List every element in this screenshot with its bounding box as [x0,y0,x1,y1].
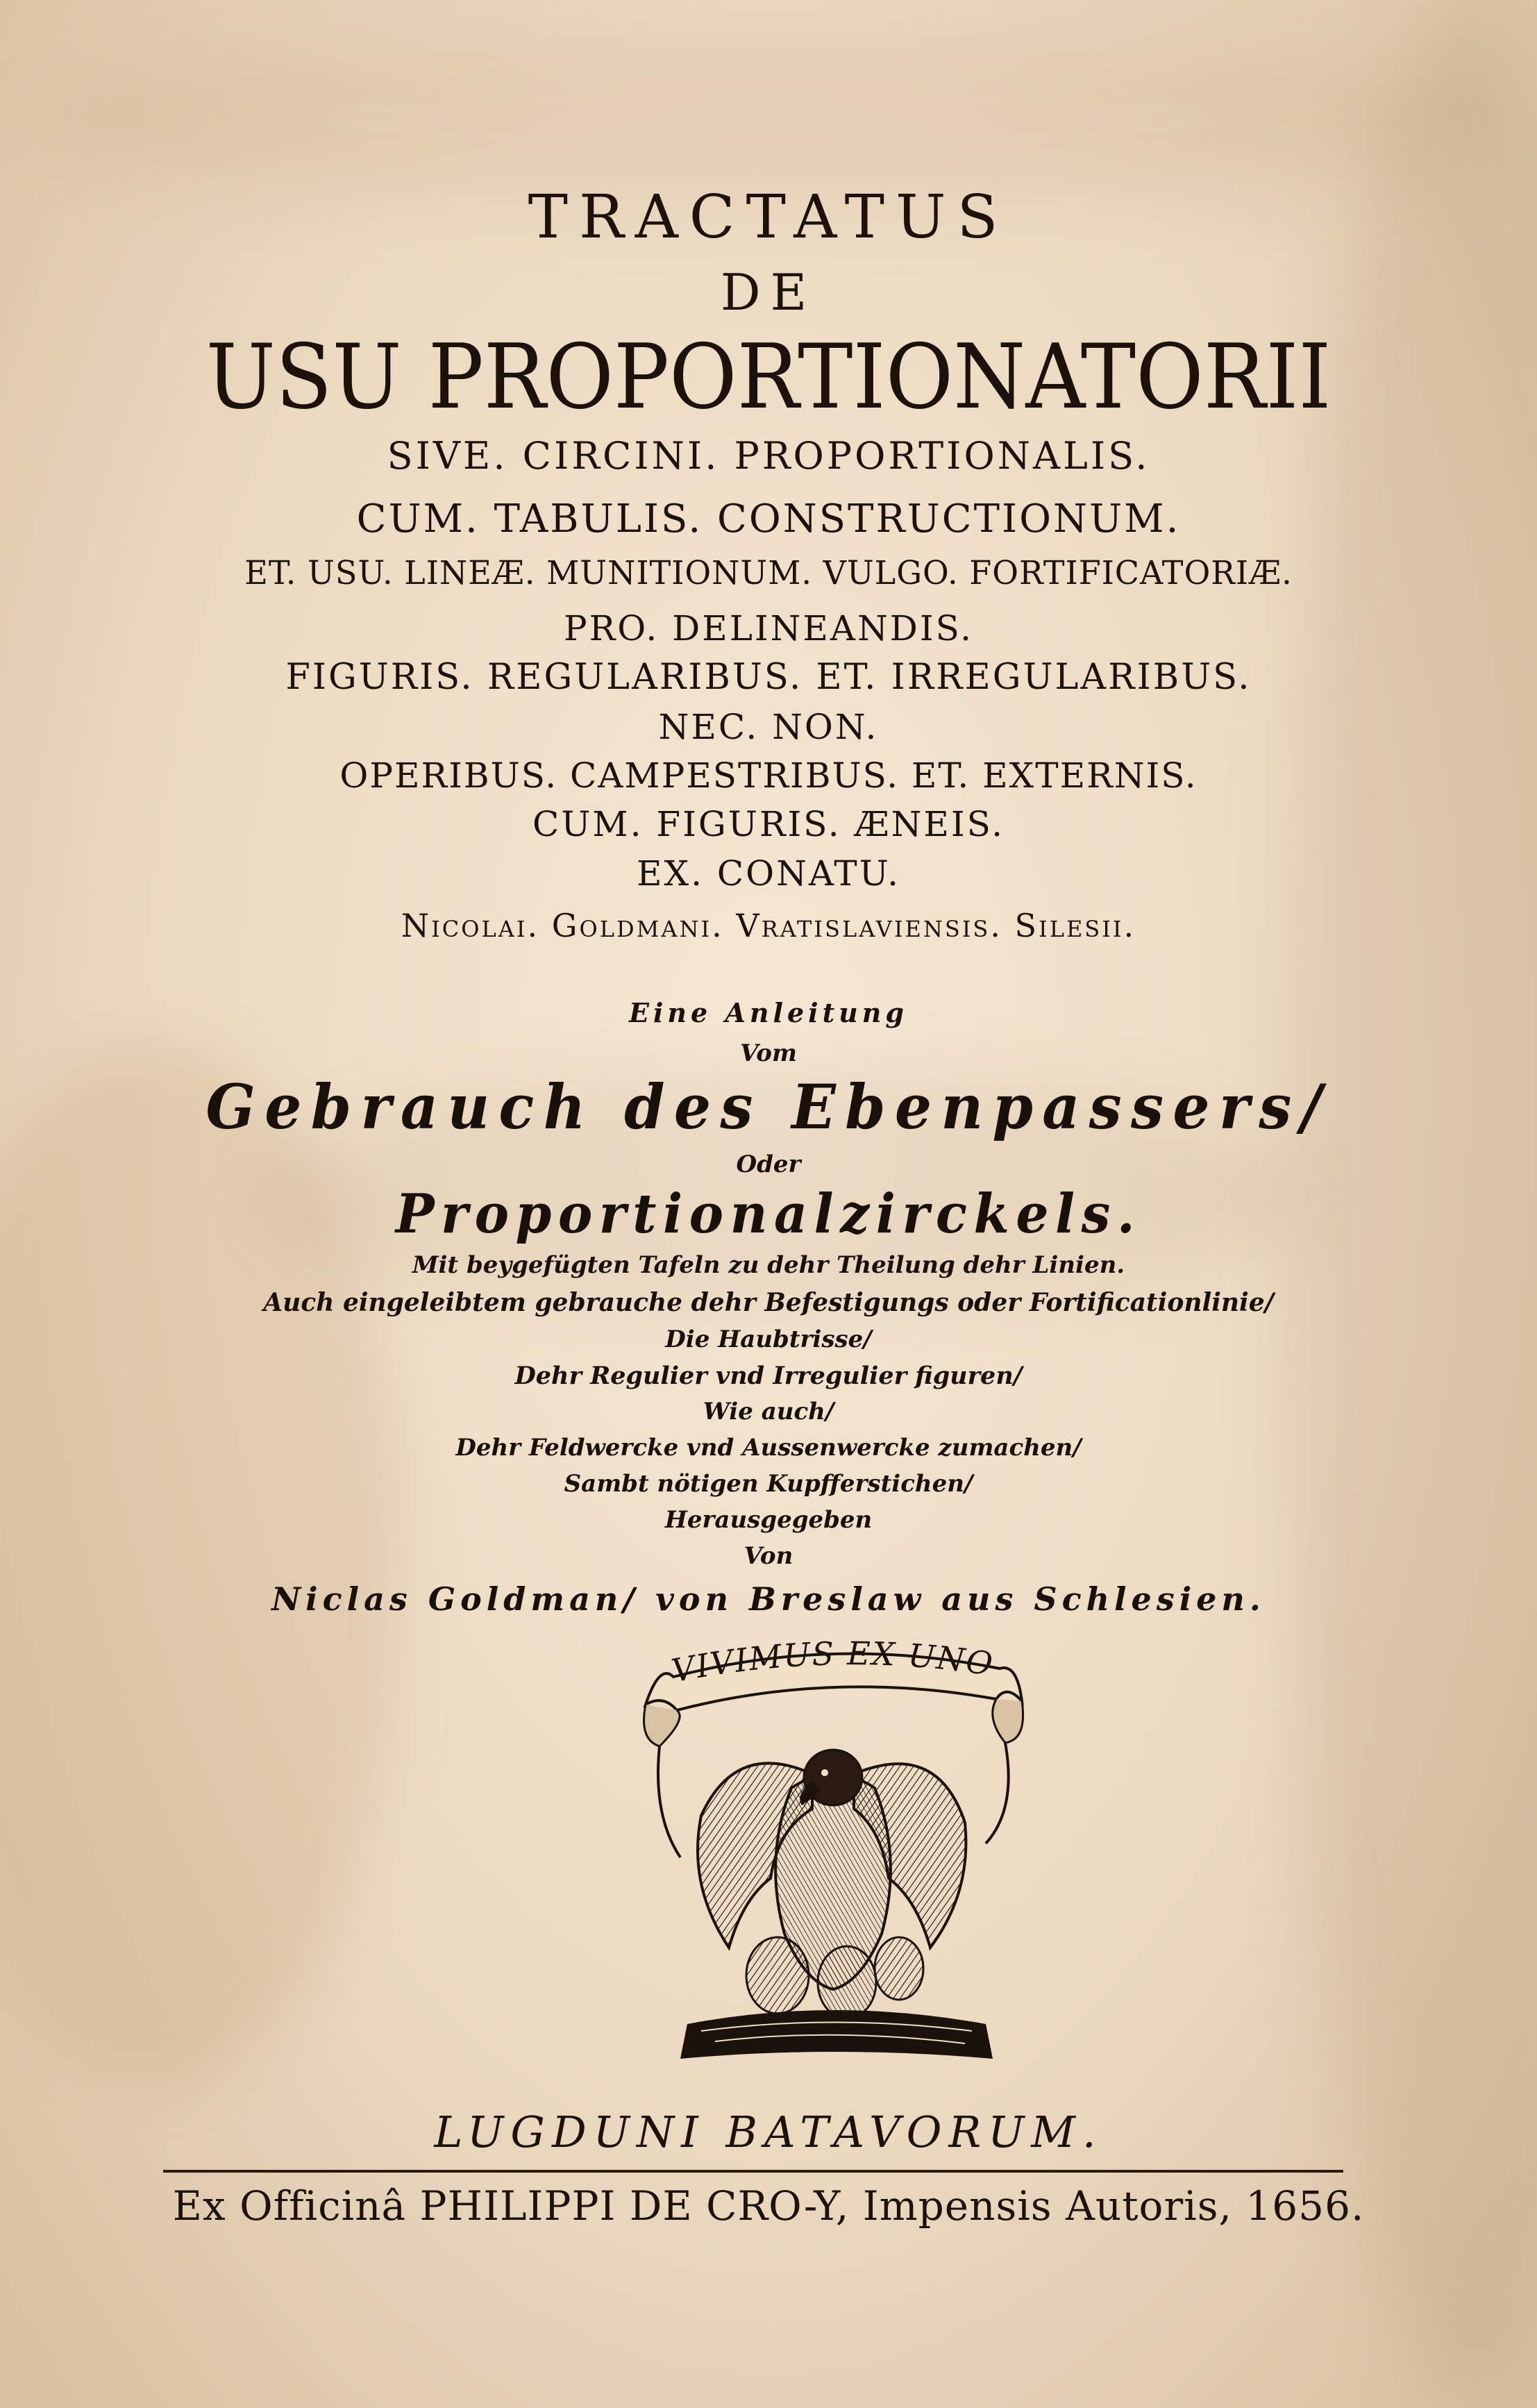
subtitle-line: NEC. NON. [658,707,879,747]
motto-text: VIVIMUS EX UNO [669,1635,997,1690]
german-line: Dehr Regulier vnd Irregulier figuren/ [514,1362,1023,1390]
author-latin: Nicolai. Goldmani. Vratislaviensis. Silesii. [401,907,1136,944]
german-line: Die Haubtrisse/ [665,1326,872,1353]
german-line: Dehr Feldwercke vnd Aussenwercke zumachen/ [455,1434,1082,1462]
german-line: Von [744,1542,793,1570]
subtitle-line: ET. USU. LINEÆ. MUNITIONUM. VULGO. FORTIFICATORIÆ. [244,554,1293,592]
german-intro: Eine Anleitung [629,997,908,1028]
subtitle-line: EX. CONATU. [636,853,901,894]
imprint-place: LUGDUNI BATAVORUM. [434,2107,1103,2157]
german-line: Mit beygefügten Tafeln zu dehr Theilung dehr Linien. [412,1251,1125,1279]
german-title-second: Proportionalzirckels. [395,1182,1142,1246]
subtitle-line: PRO. DELINEANDIS. [564,608,973,649]
german-line: Herausgegeben [664,1506,873,1534]
german-vom: Vom [740,1039,797,1067]
title-tractatus: TRACTATUS [528,183,1009,252]
german-line: Sambt nötigen Kupfferstichen/ [564,1470,973,1498]
german-line: Wie auch/ [703,1398,834,1425]
divider-rule [163,2170,1343,2173]
subtitle-line: FIGURIS. REGULARIBUS. ET. IRREGULARIBUS. [285,657,1252,698]
eagle-emblem-icon [639,1635,1027,2073]
subtitle-line: CUM. FIGURIS. ÆNEIS. [532,804,1005,844]
german-line: Auch eingeleibtem gebrauche dehr Befestigungs oder Fortificationlinie/ [263,1288,1274,1317]
title-de: DE [720,263,817,321]
imprint-publisher: Ex Officinâ PHILIPPI DE CRO-Y, Impensis Autoris, 1656. [172,2182,1365,2230]
main-title: USU PROPORTIONATORII [205,326,1332,429]
author-german: Niclas Goldman/ von Breslaw aus Schlesien. [271,1580,1266,1618]
german-title-main: Gebrauch des Ebenpassers/ [205,1071,1332,1143]
german-oder: Oder [736,1151,801,1178]
paper-stain [42,28,1500,208]
subtitle-line: OPERIBUS. CAMPESTRIBUS. ET. EXTERNIS. [339,755,1198,796]
subtitle-line: SIVE. CIRCINI. PROPORTIONALIS. [387,434,1150,478]
subtitle-line: CUM. TABULIS. CONSTRUCTIONUM. [356,496,1181,542]
